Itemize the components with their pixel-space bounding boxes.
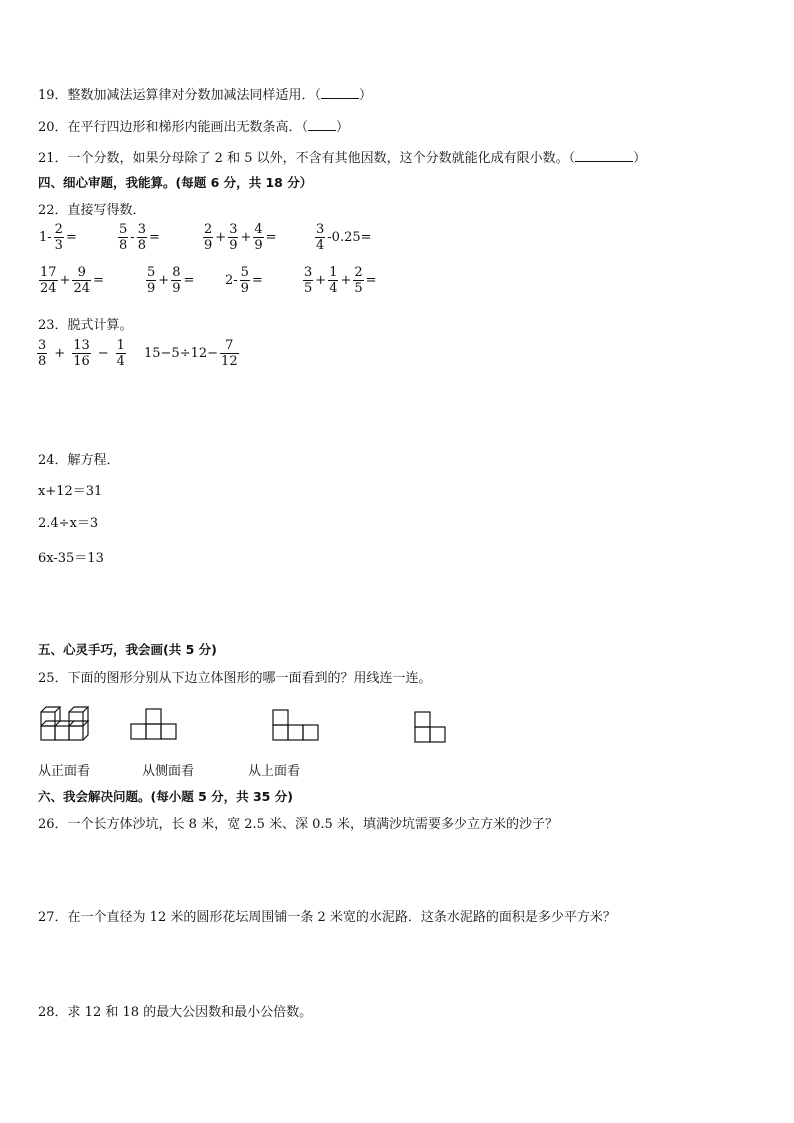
equation-1: x+12＝31: [38, 484, 103, 499]
question-22-title: 22．直接写得数．: [38, 203, 146, 218]
q23-expr-1: $\frac{3}{8}$ + $\frac{13}{16}$ − $\frac{1}{4}$: [38, 338, 125, 369]
fraction: $\frac{5}{9}$: [240, 265, 249, 296]
q22-expr-8: $\frac{3}{5}$ + $\frac{1}{4}$ + $\frac{2}{5}$ =: [304, 265, 377, 296]
q22-expr-6: $\frac{5}{9}$ + $\frac{8}{9}$ =: [147, 265, 195, 296]
question-25-title: 25．下面的图形分别从下边立体图形的哪一面看到的？用线连一连。: [38, 671, 432, 686]
fraction: $\frac{2}{5}$: [354, 265, 363, 296]
section-5-heading: 五、心灵手巧，我会画(共 5 分): [38, 642, 217, 657]
equation-2: 2.4÷x＝3: [38, 516, 99, 531]
equation-3: 6x-35＝13: [38, 551, 104, 566]
q22-expr-1: 1- $\frac{2}{3}$ =: [39, 222, 77, 253]
fraction: $\frac{8}{9}$: [172, 265, 181, 296]
view-label-side: 从侧面看: [142, 764, 195, 779]
solid-figure-cubes: [40, 698, 100, 744]
question-23-title: 23．脱式计算。: [38, 318, 133, 333]
answer-blank[interactable]: [321, 87, 359, 99]
q22-expr-5: $\frac{17}{24}$ + $\frac{9}{24}$ =: [40, 265, 104, 296]
fraction: $\frac{7}{12}$: [221, 338, 238, 369]
view-label-front: 从正面看: [38, 764, 91, 779]
question-28: 28．求 12 和 18 的最大公因数和最小公倍数。: [38, 1005, 313, 1020]
fraction: $\frac{2}{9}$: [204, 222, 213, 253]
view-shape-2: [272, 708, 320, 742]
fraction: $\frac{9}{24}$: [73, 265, 90, 296]
fraction: $\frac{3}{8}$: [137, 222, 146, 253]
question-19: 19．整数加减法运算律对分数加减法同样适用．（ ）: [38, 88, 373, 103]
q22-expr-4: $\frac{3}{4}$ -0.25=: [316, 222, 372, 253]
view-shape-1: [130, 707, 178, 741]
question-24-title: 24．解方程．: [38, 453, 120, 468]
fraction: $\frac{2}{3}$: [54, 222, 63, 253]
q22-expr-7: 2- $\frac{5}{9}$ =: [225, 265, 263, 296]
fraction: $\frac{3}{5}$: [304, 265, 313, 296]
fraction: $\frac{17}{24}$: [40, 265, 57, 296]
view-shape-3: [414, 710, 448, 746]
fraction: $\frac{5}{8}$: [119, 222, 128, 253]
q22-expr-3: $\frac{2}{9}$ + $\frac{3}{9}$ + $\frac{4}{9}$ =: [204, 222, 277, 253]
question-21: 21．一个分数，如果分母除了 2 和 5 以外，不含有其他因数，这个分数就能化成有限小数。（ ）: [38, 151, 647, 166]
question-26: 26．一个长方体沙坑，长 8 米，宽 2.5 米、深 0.5 米，填满沙坑需要多少立方米的沙子？: [38, 817, 558, 832]
answer-blank[interactable]: [575, 150, 633, 162]
question-27: 27．在一个直径为 12 米的圆形花坛周围铺一条 2 米宽的水泥路．这条水泥路的面积是多少平方米？: [38, 910, 616, 925]
fraction: $\frac{3}{4}$: [316, 222, 325, 253]
view-label-top: 从上面看: [248, 764, 301, 779]
fraction: $\frac{5}{9}$: [147, 265, 156, 296]
q22-expr-2: $\frac{5}{8}$ - $\frac{3}{8}$ =: [119, 222, 160, 253]
section-4-heading: 四、细心审题，我能算。(每题 6 分，共 18 分）: [38, 175, 313, 190]
answer-blank[interactable]: [308, 119, 336, 131]
q23-expr-2: 15−5÷12− $\frac{7}{12}$: [144, 338, 238, 369]
fraction: $\frac{13}{16}$: [73, 338, 90, 369]
section-6-heading: 六、我会解决问题。(每小题 5 分，共 35 分): [38, 789, 293, 804]
fraction: $\frac{4}{9}$: [254, 222, 263, 253]
fraction: $\frac{1}{4}$: [329, 265, 338, 296]
fraction: $\frac{3}{8}$: [38, 338, 47, 369]
fraction: $\frac{3}{9}$: [229, 222, 238, 253]
question-20: 20．在平行四边形和梯形内能画出无数条高．（ ）: [38, 120, 350, 135]
fraction: $\frac{1}{4}$: [116, 338, 125, 369]
